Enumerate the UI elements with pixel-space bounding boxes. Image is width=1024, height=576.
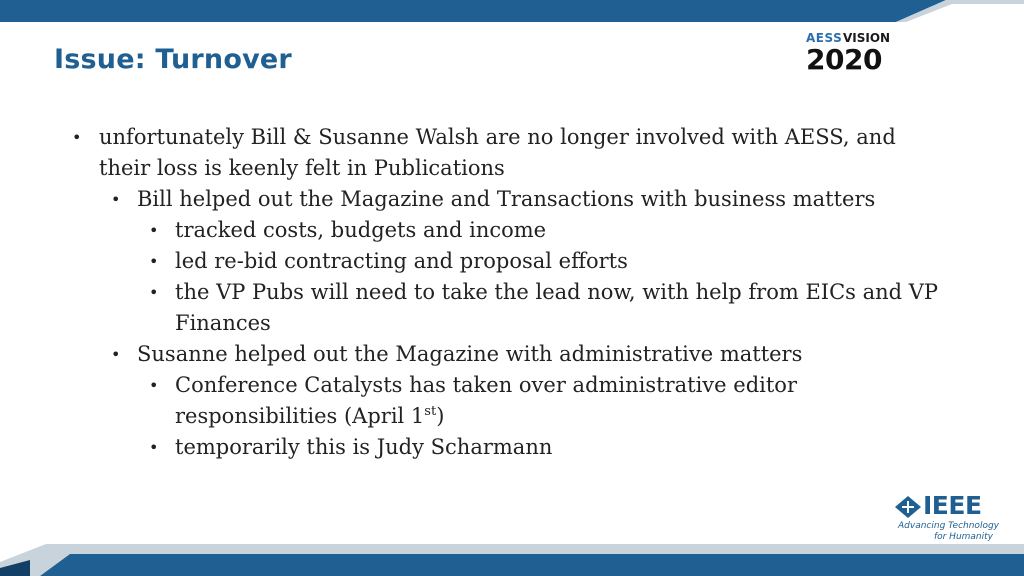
bullet-item bbox=[72, 432, 952, 463]
bullet-dot: • bbox=[111, 345, 121, 364]
bottom-footer-band bbox=[0, 540, 1024, 576]
bullet-text: Susanne helped out the Magazine with administrative matters bbox=[137, 342, 803, 366]
bullet-text: Conference Catalysts has taken over administrative editor responsibilities (April 1 bbox=[175, 373, 797, 428]
ieee-tagline-line2: for Humanity bbox=[933, 532, 993, 542]
slide-title: Issue: Turnover bbox=[54, 44, 292, 75]
bullet-dot: • bbox=[111, 190, 121, 209]
bullet-item bbox=[72, 370, 952, 432]
bullet-text: Bill helped out the Magazine and Transactions with business matters bbox=[137, 187, 876, 211]
bullet-text-suffix: ) bbox=[436, 404, 445, 428]
bullet-dot: • bbox=[149, 376, 159, 395]
bullet-dot: • bbox=[72, 128, 82, 147]
ieee-wordmark: IEEE bbox=[923, 491, 982, 520]
bullet-text: temporarily this is Judy Scharmann bbox=[175, 435, 553, 459]
bullet-dot: • bbox=[149, 252, 159, 271]
bullet-item bbox=[72, 246, 952, 277]
aess-brand-text: AESS bbox=[806, 31, 843, 45]
ieee-diamond-icon bbox=[895, 496, 921, 518]
bullet-item bbox=[72, 215, 952, 246]
bullet-text: tracked costs, budgets and income bbox=[175, 218, 547, 242]
bullet-text: the VP Pubs will need to take the lead now, with help from EICs and VP Finances bbox=[175, 280, 939, 335]
aess-vision-2020-logo bbox=[800, 26, 892, 78]
bullet-dot: • bbox=[149, 438, 159, 457]
bullet-text: unfortunately Bill & Susanne Walsh are no longer involved with AESS, and their loss is keenly felt in Publications bbox=[99, 125, 896, 180]
bullet-item bbox=[72, 122, 952, 184]
bullet-text: led re-bid contracting and proposal efforts bbox=[175, 249, 628, 273]
ieee-logo bbox=[893, 492, 1003, 542]
bullet-item bbox=[72, 184, 952, 215]
vision-text: VISION bbox=[843, 31, 891, 45]
bullet-dot: • bbox=[149, 283, 159, 302]
bullet-dot: • bbox=[149, 221, 159, 240]
superscript-text: st bbox=[424, 404, 437, 419]
bullet-list bbox=[72, 122, 952, 463]
year-text: 2020 bbox=[806, 43, 882, 76]
ieee-tagline-line1: Advancing Technology bbox=[898, 521, 999, 531]
bullet-item bbox=[72, 339, 952, 370]
bullet-item bbox=[72, 277, 952, 339]
